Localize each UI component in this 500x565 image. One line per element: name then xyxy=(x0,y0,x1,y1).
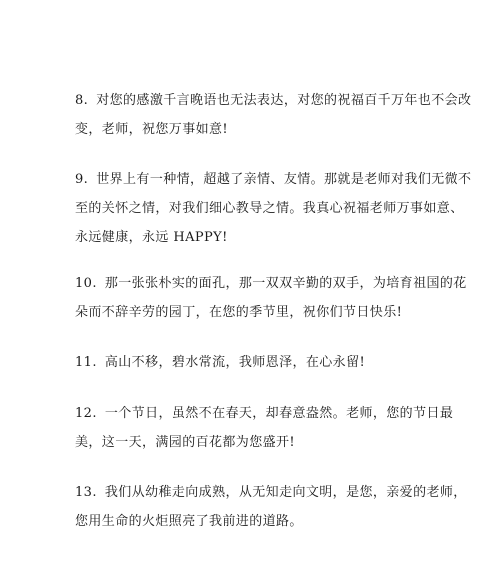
paragraph-line xyxy=(75,165,472,194)
paragraph-line: 变，老师，祝您万事如意! xyxy=(75,122,229,137)
paragraph-item-8 xyxy=(75,86,472,144)
paragraph-item-9 xyxy=(75,165,472,252)
paragraph-item-13 xyxy=(75,478,467,536)
paragraph-item-12 xyxy=(75,399,454,457)
paragraph-item-11 xyxy=(75,348,435,377)
line-text: 我们从幼稚走向成熟，从无知走向文明，是您，亲爱的老师， xyxy=(104,485,467,500)
paragraph-line xyxy=(75,399,454,428)
paragraph-line xyxy=(75,348,435,377)
line-text: 那一张张朴实的面孔，那一双双辛勤的双手，为培育祖国的花 xyxy=(104,276,467,291)
line-text: 高山不移，碧水常流，我师恩泽，在心永留! xyxy=(104,355,366,370)
paragraph-line xyxy=(75,269,467,298)
item-number: 10. xyxy=(75,276,97,291)
item-number: 9. xyxy=(75,172,89,187)
item-number: 12. xyxy=(75,406,97,421)
paragraph-line: 永远健康，永远 HAPPY! xyxy=(75,230,228,245)
paragraph-line xyxy=(75,478,467,507)
line-text: 对您的感激千言晚语也无法表达，对您的祝福百千万年也不会改 xyxy=(96,93,472,108)
item-number: 13. xyxy=(75,485,97,500)
line-text: 世界上有一种情，超越了亲情、友情。那就是老师对我们无微不 xyxy=(96,172,472,187)
item-number: 11. xyxy=(75,355,97,370)
paragraph-item-10 xyxy=(75,269,467,327)
paragraph-line: 朵而不辞辛劳的园丁，在您的季节里，祝你们节日快乐! xyxy=(75,305,403,320)
paragraph-line: 美，这一天，满园的百花都为您盛开! xyxy=(75,435,296,450)
line-text: 一个节日，虽然不在春天，却春意盎然。老师，您的节日最 xyxy=(104,406,454,421)
paragraph-line xyxy=(75,86,472,115)
paragraph-line: 您用生命的火炬照亮了我前进的道路。 xyxy=(75,514,303,529)
paragraph-line: 至的关怀之情，对我们细心教导之情。我真心祝福老师万事如意、 xyxy=(75,201,464,216)
item-number: 8. xyxy=(75,93,89,108)
